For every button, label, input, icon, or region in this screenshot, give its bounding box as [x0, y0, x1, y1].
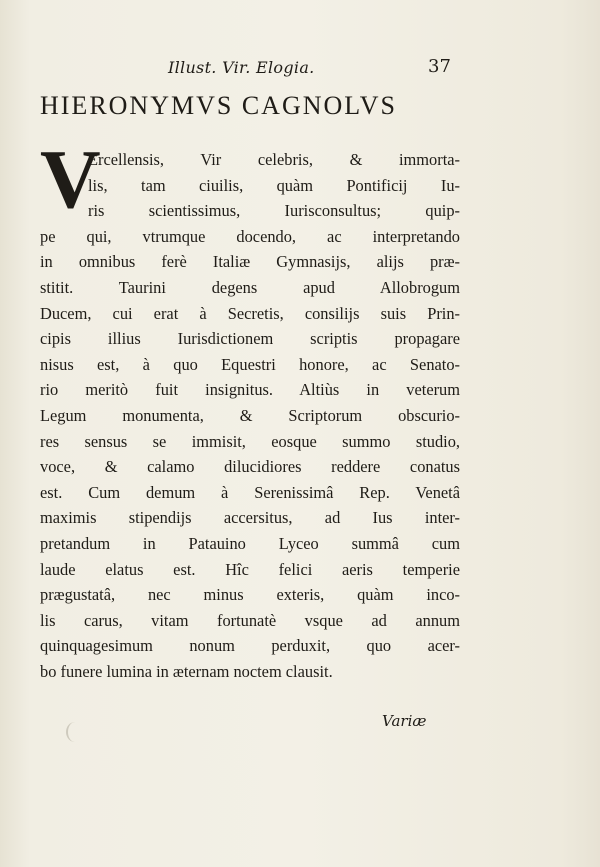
text-line: ris scientissimus, Iurisconsultus; quip- — [88, 201, 460, 221]
catchword: Variæ — [382, 712, 427, 730]
text-line: Legum monumenta, & Scriptorum obscurio- — [40, 405, 460, 425]
text-line: Ducem, cui erat à Secretis, consilijs suis Prin- — [40, 303, 460, 323]
text-line: maximis stipendijs accersitus, ad Ius inter- — [40, 508, 460, 528]
text-line: lis, tam ciuilis, quàm Pontificij Iu- — [88, 175, 460, 195]
text-line: Ercellensis, Vir celebris, & immorta- — [88, 150, 460, 169]
article-title: HIERONYMVS CAGNOLVS — [40, 91, 398, 120]
body-text — [40, 147, 460, 684]
text-line: est. Cum demum à Serenissimâ Rep. Venetâ — [40, 482, 460, 502]
text-line-last: bo funere lumina in æternam noctem clausit. — [40, 661, 333, 681]
drop-cap: V — [40, 133, 101, 226]
text-line: quinquagesimum nonum perduxit, quo acer- — [40, 636, 460, 656]
text-line: laude elatus est. Hîc felici aeris temperie — [40, 559, 460, 579]
text-line: pretandum in Patauino Lyceo summâ cum — [40, 533, 460, 553]
page-number: 37 — [428, 56, 451, 77]
text-line: in omnibus ferè Italiæ Gymnasijs, alijs præ- — [40, 252, 460, 272]
text-line: rio meritò fuit insignitus. Altiùs in veterum — [40, 380, 460, 400]
running-head: Illust. Vir. Elogia. — [168, 58, 315, 77]
text-line: stitit. Taurini degens apud Allobrogum — [40, 277, 460, 297]
text-line: cipis illius Iurisdictionem scriptis propagare — [40, 329, 460, 349]
text-line: lis carus, vitam fortunatè vsque ad annum — [40, 610, 460, 630]
margin-mark — [66, 722, 84, 742]
text-line: res sensus se immisit, eosque summo studio, — [40, 431, 460, 451]
text-line: prægustatâ, nec minus exteris, quàm inco- — [40, 585, 460, 605]
text-line: voce, & calamo dilucidiores reddere conatus — [40, 457, 460, 477]
text-line: nisus est, à quo Equestri honore, ac Senato- — [40, 354, 460, 374]
text-line: pe qui, vtrumque docendo, ac interpretando — [40, 226, 460, 246]
